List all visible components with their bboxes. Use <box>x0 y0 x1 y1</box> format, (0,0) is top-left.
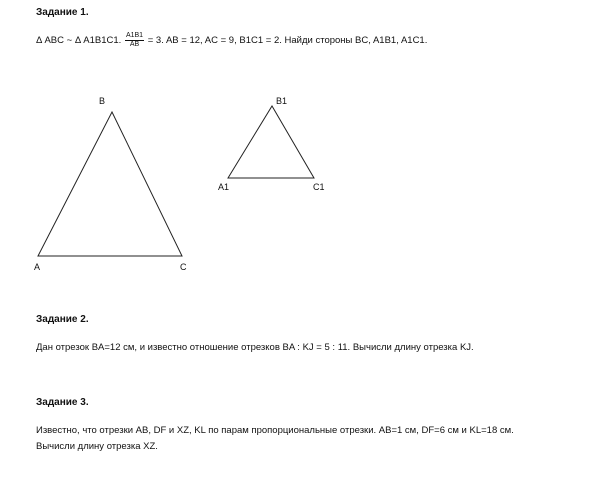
triangle-abc <box>38 112 182 256</box>
task2-title: Задание 2. <box>36 314 89 325</box>
task1-title: Задание 1. <box>36 7 89 18</box>
fraction-denominator: AB <box>129 41 140 48</box>
fraction-numerator: A1B1 <box>125 32 144 39</box>
task3-line2: Вычисли длину отрезка XZ. <box>36 441 158 452</box>
task1-suffix: = 3. AB = 12, AC = 9, B1C1 = 2. Найди стороны BC, A1B1, A1C1. <box>147 35 428 47</box>
vertex-a-label: A <box>34 262 41 272</box>
task3-title: Задание 3. <box>36 397 89 408</box>
vertex-c-label: C <box>180 262 187 272</box>
vertex-a1-label: A1 <box>218 182 230 192</box>
triangle-a1b1c1 <box>228 106 314 178</box>
vertex-c1-label: C1 <box>313 182 325 192</box>
task1-prefix: Δ ABC ~ Δ A1B1C1. <box>36 35 122 47</box>
task3-line1: Известно, что отрезки AB, DF и XZ, KL по парам пропорциональные отрезки. AB=1 см, DF=6 см и KL=18 см. <box>36 425 514 436</box>
vertex-b-label: B <box>99 96 106 106</box>
task2-text: Дан отрезок BA=12 см, и известно отношение отрезков BA : KJ = 5 : 11. Вычисли длину отрезка KJ. <box>36 342 474 353</box>
vertex-b1-label: B1 <box>276 96 288 106</box>
